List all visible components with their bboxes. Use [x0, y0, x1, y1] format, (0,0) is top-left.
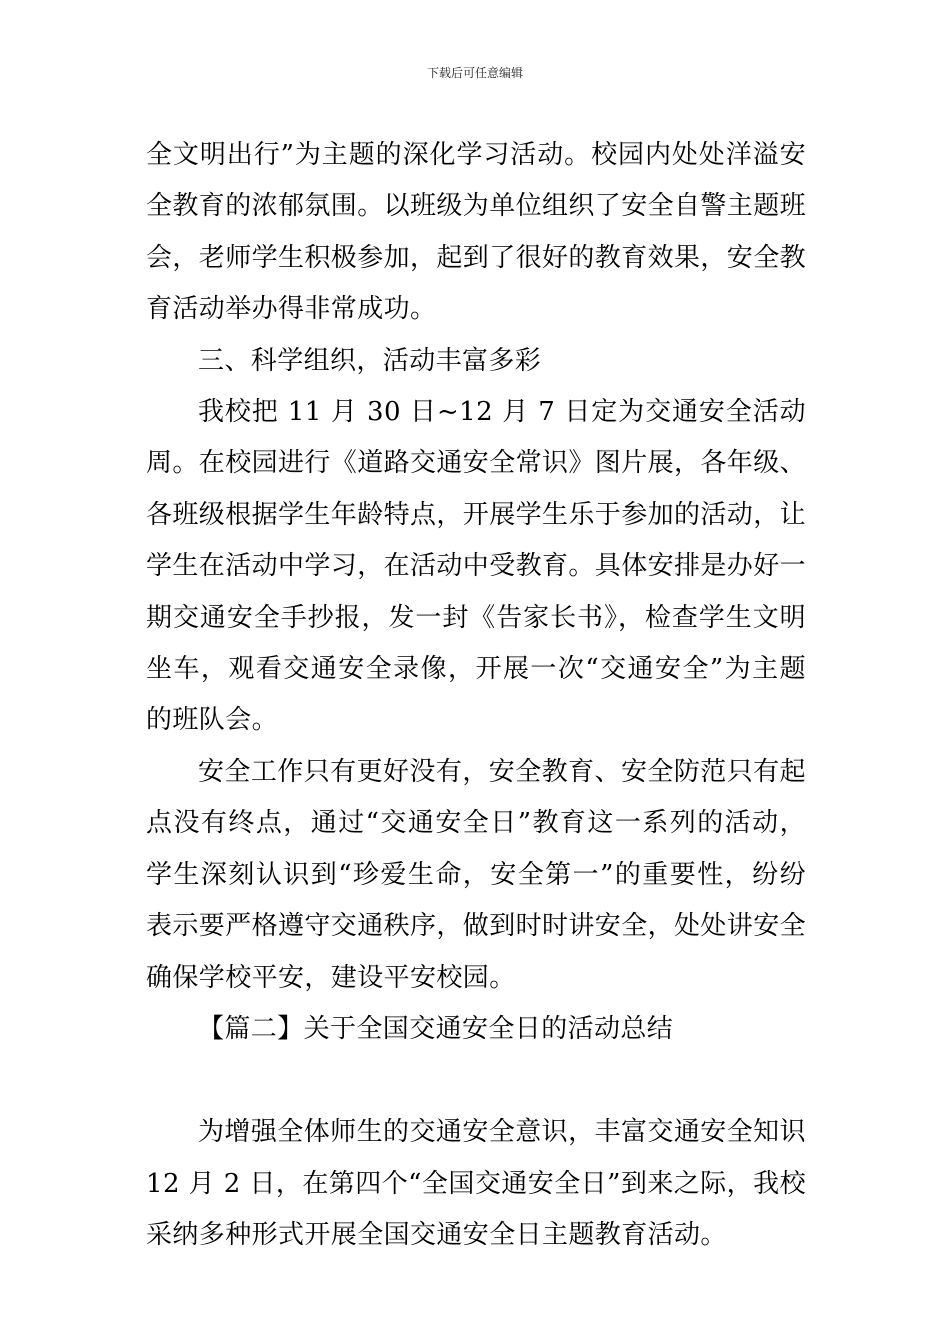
section-heading: 三、科学组织，活动丰富多彩 [198, 345, 542, 376]
paragraph-continuation: 全文明出行”为主题的深化学习活动。校园内处处洋溢安全教育的浓郁氛围。以班级为单位组织了安全自警主题班会，老师学生积极参加，起到了很好的教育效果，安全教育活动举办得非常成功。 [146, 140, 807, 325]
page-header: 下载后可任意编辑 [426, 66, 523, 80]
paragraph-intro: 为增强全体师生的交通安全意识，丰富交通安全知识12 月 2 日，在第四个“全国交通安全日”到来之际，我校采纳多种形式开展全国交通安全日主题教育活动。 [146, 1117, 806, 1251]
document-body [146, 130, 806, 1262]
paragraph-activity-week: 我校把 11 月 30 日~12 月 7 日定为交通安全活动周。在校园进行《道路交通安全常识》图片展，各年级、各班级根据学生年龄特点，开展学生乐于参加的活动，让学生在活动中学习，在活动中受教育。具体安排是办好一期交通安全手抄报，发一封《告家长书》，检查学生文明坐车，观看交通安全录像，开展一次“交通安全”为主题的班队会。 [146, 397, 807, 736]
paragraph-conclusion: 安全工作只有更好没有，安全教育、安全防范只有起点没有终点，通过“交通安全日”教育这一系列的活动，学生深刻认识到“珍爱生命，安全第一”的重要性，纷纷表示要严格遵守交通秩序，做到时时讲安全，处处讲安全确保学校平安，建设平安校园。 [146, 756, 807, 993]
article-title: 【篇二】关于全国交通安全日的活动总结 [198, 1013, 674, 1044]
blank-line [146, 1055, 806, 1107]
